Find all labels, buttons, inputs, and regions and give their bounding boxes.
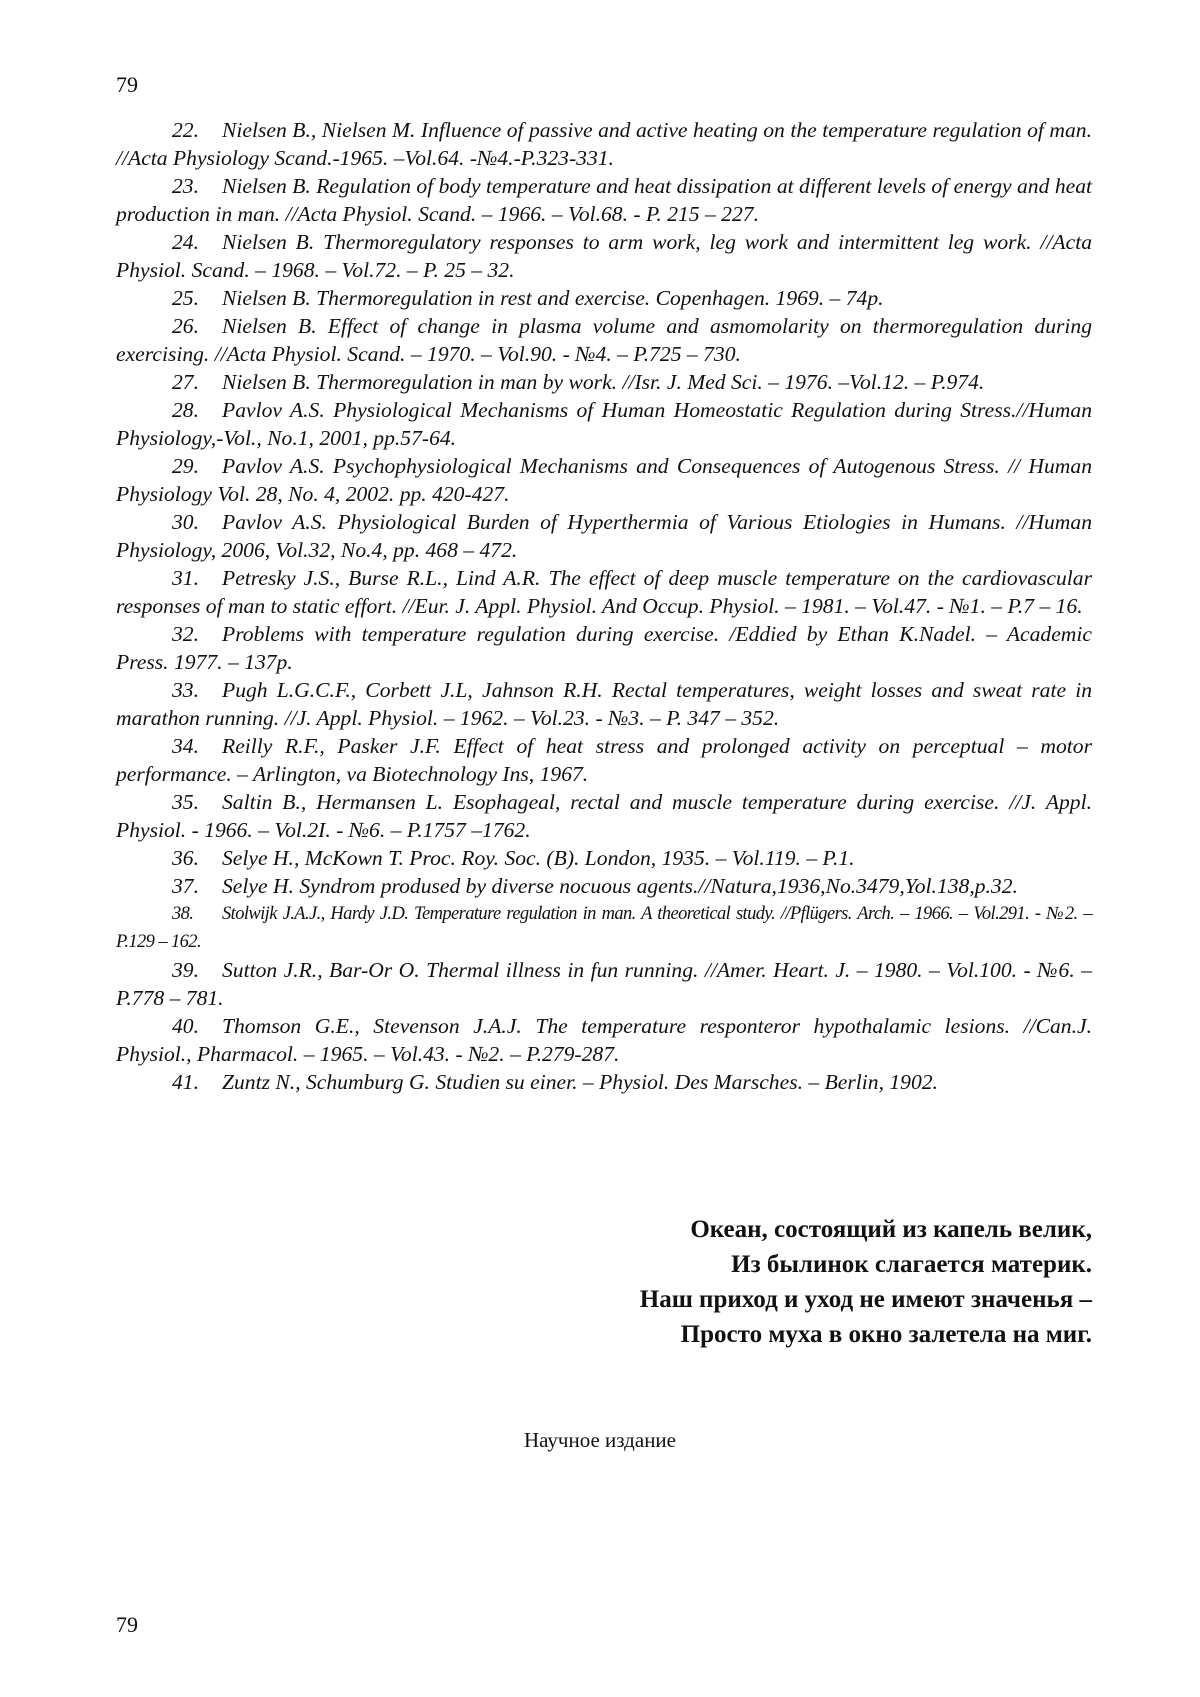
reference-text: Problems with temperature regulation during exercise. /Eddied by Ethan K.Nadel. – Academic Press. 1977. – 137p. (116, 622, 1092, 674)
reference-item (116, 620, 1092, 676)
reference-text: Selye H., McKown T. Proc. Roy. Soc. (B). London, 1935. – Vol.119. – P.1. (222, 846, 855, 870)
reference-number: 35. (172, 790, 199, 814)
reference-text: Sutton J.R., Bar-Or O. Thermal illness in fun running. //Amer. Heart. J. – 1980. – Vol.100. - №6. – P.778 – 781. (116, 958, 1092, 1010)
reference-item (116, 284, 1092, 312)
reference-number: 24. (172, 230, 199, 254)
page-number-bottom: 79 (116, 1612, 138, 1637)
reference-item (116, 452, 1092, 508)
reference-text: Nielsen B. Regulation of body temperature and heat dissipation at different levels of energy and heat production in man. //Acta Physiol. Scand. – 1966. – Vol.68. - P. 215 – 227. (116, 174, 1092, 226)
reference-number: 39. (172, 958, 199, 982)
poem-line: Наш приход и уход не имеют значенья – (639, 1286, 1092, 1313)
reference-number: 22. (172, 118, 199, 142)
reference-number: 32. (172, 622, 199, 646)
reference-item (116, 900, 1092, 956)
reference-text: Nielsen B. Effect of change in plasma volume and asmomolarity on thermoregulation during exercising. //Acta Physiol. Scand. – 1970. – Vol.90. - №4. – P.725 – 730. (116, 314, 1092, 366)
reference-number: 38. (172, 904, 194, 924)
reference-text: Selye H. Syndrom prodused by diverse nocuous agents.//Natura,1936,No.3479,Yol.138,p.32. (222, 874, 1018, 898)
reference-number: 41. (172, 1070, 199, 1094)
reference-number: 31. (172, 566, 199, 590)
reference-number: 30. (172, 510, 199, 534)
reference-item (116, 844, 1092, 872)
reference-text: Nielsen B. Thermoregulation in man by work. //Isr. J. Med Sci. – 1976. –Vol.12. – P.974. (222, 370, 985, 394)
reference-item (116, 676, 1092, 732)
imprint-label: Научное издание (523, 1428, 676, 1452)
reference-number: 27. (172, 370, 199, 394)
reference-text: Pavlov A.S. Physiological Burden of Hyperthermia of Various Etiologies in Humans. //Human Physiology, 2006, Vol.32, No.4, pp. 468 – 472. (116, 510, 1092, 562)
epigraph-poem (640, 1212, 1092, 1352)
reference-text: Nielsen B. Thermoregulation in rest and exercise. Copenhagen. 1969. – 74p. (222, 286, 884, 310)
reference-number: 29. (172, 454, 199, 478)
reference-text: Pavlov A.S. Psychophysiological Mechanisms and Consequences of Autogenous Stress. // Human Physiology Vol. 28, No. 4, 2002. pp. 420-427. (116, 454, 1092, 506)
reference-item (116, 732, 1092, 788)
reference-item (116, 788, 1092, 844)
reference-text: Pugh L.G.C.F., Corbett J.L, Jahnson R.H. Rectal temperatures, weight losses and sweat rate in marathon running. //J. Appl. Physiol. – 1962. – Vol.23. - №3. – P. 347 – 352. (116, 678, 1092, 730)
page-number-top: 79 (116, 72, 138, 97)
reference-item (116, 312, 1092, 368)
reference-text: Saltin B., Hermansen L. Esophageal, rectal and muscle temperature during exercise. //J. Appl. Physiol. - 1966. – Vol.2I. - №6. – P.1757 –1762. (116, 790, 1092, 842)
reference-item (116, 872, 1092, 900)
reference-list (116, 116, 1092, 1096)
reference-text: Zuntz N., Schumburg G. Studien su einer. – Physiol. Des Marsches. – Berlin, 1902. (222, 1070, 938, 1094)
reference-number: 28. (172, 398, 199, 422)
reference-number: 26. (172, 314, 199, 338)
reference-item (116, 396, 1092, 452)
poem-line: Океан, состоящий из капель велик, (690, 1216, 1092, 1243)
reference-text: Stolwijk J.A.J., Hardy J.D. Temperature regulation in man. A theoretical study. //Pflügers. Arch. – 1966. – Vol.291. - №2. – P.129 – 162. (116, 904, 1092, 952)
reference-item (116, 564, 1092, 620)
reference-number: 34. (172, 734, 199, 758)
reference-item (116, 956, 1092, 1012)
reference-item (116, 1012, 1092, 1068)
reference-text: Petresky J.S., Burse R.L., Lind A.R. The effect of deep muscle temperature on the cardiovascular responses of man to static effort. //Eur. J. Appl. Physiol. And Occup. Physiol. – 1981. – Vol.47. - №1. – P.7 – 16. (116, 566, 1092, 618)
poem-line: Из былинок слагается материк. (731, 1251, 1092, 1278)
reference-text: Nielsen B., Nielsen M. Influence of passive and active heating on the temperature regulation of man. //Acta Physiology Scand.-1965. –Vol.64. -№4.-P.323-331. (116, 118, 1092, 170)
reference-number: 33. (172, 678, 199, 702)
reference-text: Pavlov A.S. Physiological Mechanisms of Human Homeostatic Regulation during Stress.//Human Physiology,-Vol., No.1, 2001, pp.57-64. (116, 398, 1092, 450)
reference-item (116, 368, 1092, 396)
reference-number: 36. (172, 846, 199, 870)
reference-number: 40. (172, 1014, 199, 1038)
reference-text: Thomson G.E., Stevenson J.A.J. The temperature responteror hypothalamic lesions. //Can.J. Physiol., Pharmacol. – 1965. – Vol.43. - №2. – P.279-287. (116, 1014, 1092, 1066)
reference-item (116, 228, 1092, 284)
reference-item (116, 116, 1092, 172)
reference-item (116, 1068, 1092, 1096)
reference-number: 25. (172, 286, 199, 310)
reference-item (116, 172, 1092, 228)
reference-item (116, 508, 1092, 564)
reference-number: 37. (172, 874, 199, 898)
reference-number: 23. (172, 174, 199, 198)
poem-line: Просто муха в окно залетела на миг. (680, 1321, 1092, 1348)
reference-text: Nielsen B. Thermoregulatory responses to arm work, leg work and intermittent leg work. //Acta Physiol. Scand. – 1968. – Vol.72. – P. 25 – 32. (116, 230, 1092, 282)
reference-text: Reilly R.F., Pasker J.F. Effect of heat stress and prolonged activity on perceptual – motor performance. – Arlington, va Biotechnology Ins, 1967. (116, 734, 1092, 786)
